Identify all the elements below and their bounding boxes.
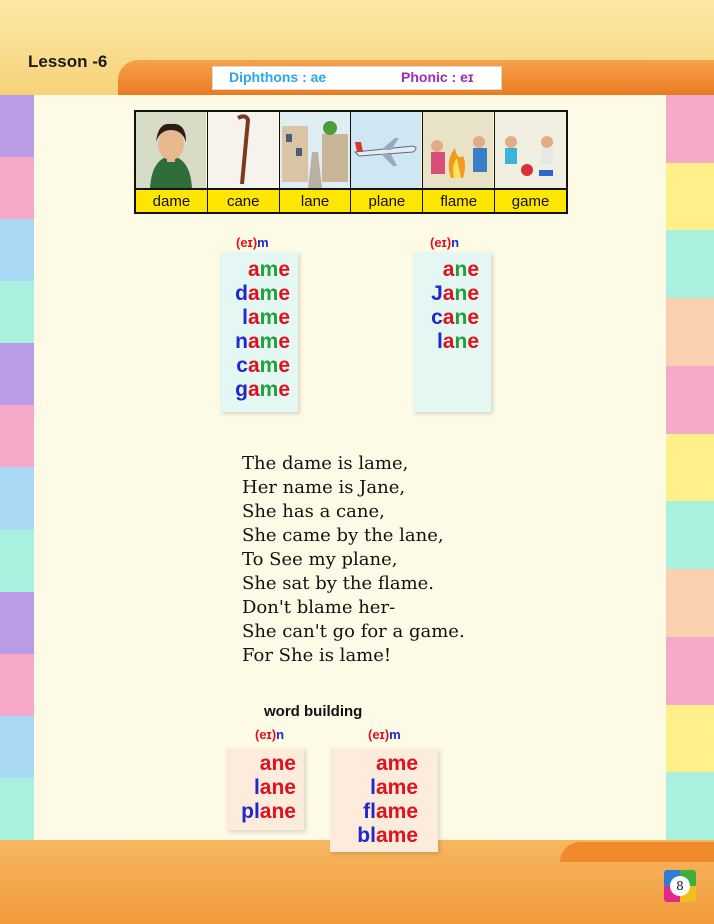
phonics-header xyxy=(212,66,502,90)
picture-cell xyxy=(495,112,566,212)
wb-left-phonic xyxy=(255,727,284,742)
right-strip-block xyxy=(666,501,714,569)
phonic-ipa: (eɪ) xyxy=(236,235,258,250)
word-item xyxy=(220,330,290,354)
word-part-pre: g xyxy=(235,378,248,401)
word-part-a: a xyxy=(247,258,260,281)
phonic-letter: n xyxy=(276,727,285,742)
word-part-post: ne xyxy=(271,800,296,823)
poem-line: For She is lame! xyxy=(242,645,392,666)
picture-cell xyxy=(423,112,495,212)
word-part-post: me xyxy=(387,776,418,799)
word-part-a: a xyxy=(259,776,272,799)
word-part-post: me xyxy=(259,258,290,281)
picture-cell xyxy=(351,112,423,212)
picture-label: flame xyxy=(423,190,494,212)
poem-line: She sat by the flame. xyxy=(242,573,435,594)
poem-line: Don't blame her- xyxy=(242,597,396,618)
phonic-letter: m xyxy=(257,235,269,250)
word-part-a: a xyxy=(442,306,455,329)
left-strip-block xyxy=(0,592,34,654)
right-strip-block xyxy=(666,772,714,840)
game-image xyxy=(495,112,566,190)
word-item xyxy=(413,306,479,330)
word-part-a: a xyxy=(247,282,260,305)
word-part-a: a xyxy=(375,800,388,823)
word-item xyxy=(226,776,296,800)
right-strip-block xyxy=(666,705,714,773)
picture-cell xyxy=(136,112,208,212)
left-strip-block xyxy=(0,281,34,343)
left-color-strip xyxy=(0,95,34,840)
diphthong-label: Diphthons : ae xyxy=(229,69,327,85)
wb-right-word-list xyxy=(330,748,438,848)
word-part-a: a xyxy=(442,330,455,353)
group2-phonic xyxy=(430,235,459,250)
word-item xyxy=(220,282,290,306)
word-part-pre: d xyxy=(235,282,248,305)
word-part-post: ne xyxy=(271,752,296,775)
group2-word-list xyxy=(413,252,491,354)
poem-line: She came by the lane, xyxy=(242,525,444,546)
right-color-strip xyxy=(666,95,714,840)
word-part-pre: l xyxy=(242,306,248,329)
word-part-pre: bl xyxy=(357,824,376,847)
poem-line: She can't go for a game. xyxy=(242,621,465,642)
group2-word-box xyxy=(413,252,491,412)
picture-label: cane xyxy=(208,190,279,212)
word-part-pre: c xyxy=(431,306,443,329)
word-part-post: me xyxy=(259,330,290,353)
word-item xyxy=(330,800,418,824)
wb-right-phonic xyxy=(368,727,401,742)
right-strip-block xyxy=(666,366,714,434)
left-strip-block xyxy=(0,654,34,716)
left-strip-block xyxy=(0,343,34,405)
page-number-badge xyxy=(664,870,696,902)
word-part-a: a xyxy=(247,306,260,329)
word-item xyxy=(413,330,479,354)
word-part-post: me xyxy=(259,354,290,377)
word-part-a: a xyxy=(259,752,272,775)
plane-image xyxy=(351,112,422,190)
word-part-post: ne xyxy=(454,258,479,281)
poem-line: She has a cane, xyxy=(242,501,385,522)
poem-line: The dame is lame, xyxy=(242,453,409,474)
word-part-a: a xyxy=(247,354,260,377)
word-item xyxy=(220,258,290,282)
word-part-post: ne xyxy=(454,306,479,329)
word-item xyxy=(330,776,418,800)
word-item xyxy=(413,258,479,282)
picture-cell xyxy=(208,112,280,212)
phonic-ipa: (eɪ) xyxy=(430,235,452,250)
word-part-post: me xyxy=(387,752,418,775)
phonic-label: Phonic : eɪ xyxy=(401,69,474,85)
cane-image xyxy=(208,112,279,190)
word-part-a: a xyxy=(442,258,455,281)
word-item xyxy=(330,824,418,848)
word-part-post: me xyxy=(259,306,290,329)
phonic-letter: n xyxy=(451,235,460,250)
phonic-ipa: (eɪ) xyxy=(255,727,277,742)
word-part-a: a xyxy=(375,824,388,847)
word-part-pre: n xyxy=(235,330,248,353)
word-item xyxy=(220,306,290,330)
left-strip-block xyxy=(0,467,34,529)
word-part-post: ne xyxy=(271,776,296,799)
picture-label: game xyxy=(495,190,566,212)
word-part-a: a xyxy=(247,378,260,401)
word-part-post: ne xyxy=(454,282,479,305)
word-part-pre: l xyxy=(436,330,443,353)
poem-line: Her name is Jane, xyxy=(242,477,406,498)
group1-word-list xyxy=(220,252,298,402)
right-strip-block xyxy=(666,230,714,298)
right-strip-block xyxy=(666,95,714,163)
word-item xyxy=(220,354,290,378)
word-part-pre: l xyxy=(253,776,260,799)
dame-image xyxy=(136,112,207,190)
right-strip-block xyxy=(666,163,714,231)
poem xyxy=(242,452,465,668)
left-strip-block xyxy=(0,530,34,592)
word-item xyxy=(226,752,296,776)
word-part-pre: l xyxy=(370,776,376,799)
word-part-a: a xyxy=(375,776,388,799)
left-strip-block xyxy=(0,157,34,219)
left-strip-block xyxy=(0,95,34,157)
word-item xyxy=(413,282,479,306)
word-item xyxy=(226,800,296,824)
word-building-title: word building xyxy=(264,703,363,720)
left-strip-block xyxy=(0,219,34,281)
right-strip-block xyxy=(666,434,714,502)
word-part-pre: J xyxy=(431,282,443,305)
picture-table xyxy=(134,110,568,214)
right-strip-block xyxy=(666,298,714,366)
picture-cell xyxy=(280,112,352,212)
right-strip-block xyxy=(666,569,714,637)
picture-label: lane xyxy=(280,190,351,212)
word-part-a: a xyxy=(442,282,455,305)
word-part-post: ne xyxy=(454,330,479,353)
phonic-ipa: (eɪ) xyxy=(368,727,390,742)
picture-label: plane xyxy=(351,190,422,212)
wb-right-word-box xyxy=(330,748,438,852)
left-strip-block xyxy=(0,405,34,467)
word-item xyxy=(330,752,418,776)
flame-image xyxy=(423,112,494,190)
word-part-post: me xyxy=(259,282,290,305)
wb-left-word-list xyxy=(226,748,304,824)
page-number: 8 xyxy=(670,876,690,896)
bottom-curve xyxy=(560,842,714,862)
word-part-a: a xyxy=(259,800,272,823)
lesson-title: Lesson -6 xyxy=(28,52,108,71)
left-strip-block xyxy=(0,778,34,840)
word-part-post: me xyxy=(387,800,418,823)
lane-image xyxy=(280,112,351,190)
word-part-post: me xyxy=(387,824,418,847)
group1-phonic xyxy=(236,235,269,250)
left-strip-block xyxy=(0,716,34,778)
group1-word-box xyxy=(220,252,298,412)
word-part-a: a xyxy=(247,330,260,353)
picture-label: dame xyxy=(136,190,207,212)
word-part-post: me xyxy=(259,378,290,401)
poem-line: To See my plane, xyxy=(242,549,398,570)
word-part-pre: c xyxy=(236,354,248,377)
word-part-a: a xyxy=(375,752,388,775)
phonic-letter: m xyxy=(389,727,401,742)
right-strip-block xyxy=(666,637,714,705)
word-part-pre: pl xyxy=(241,800,260,823)
word-item xyxy=(220,378,290,402)
wb-left-word-box xyxy=(226,748,304,830)
word-part-pre: fl xyxy=(363,800,376,823)
